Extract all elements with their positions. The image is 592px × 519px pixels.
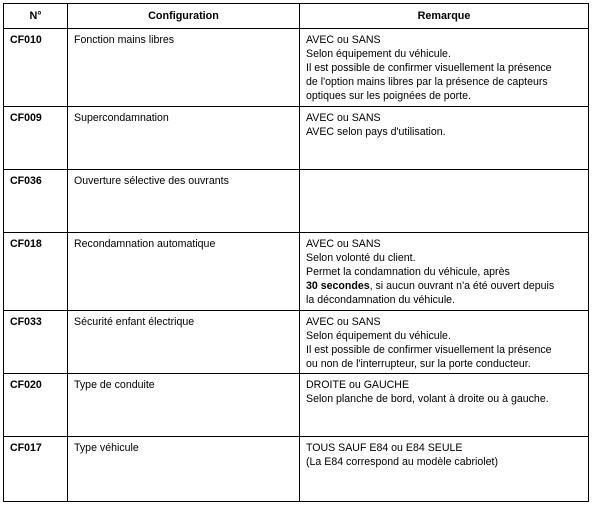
row-num: CF020 [4, 374, 68, 437]
remark-line: AVEC ou SANS [306, 112, 381, 124]
table-row [4, 107, 589, 170]
row-num: CF010 [4, 29, 68, 107]
table-row [4, 170, 589, 233]
table-row [4, 233, 589, 311]
remark-line: AVEC ou SANS [306, 238, 381, 250]
row-num: CF018 [4, 233, 68, 311]
remark-line: DROITE ou GAUCHE [306, 379, 410, 391]
table-row [4, 437, 589, 502]
row-configuration: Type véhicule [68, 437, 300, 502]
row-remark [300, 170, 589, 233]
remark-line: AVEC selon pays d'utilisation. [306, 126, 446, 138]
table-row [4, 29, 589, 107]
remark-line: Selon équipement du véhicule. [306, 330, 451, 342]
row-configuration: Supercondamnation [68, 107, 300, 170]
remark-line: Il est possible de confirmer visuellement la présence [306, 62, 552, 74]
row-remark [300, 437, 589, 502]
header-remark: Remarque [300, 4, 589, 29]
row-configuration: Sécurité enfant électrique [68, 311, 300, 374]
row-configuration: Fonction mains libres [68, 29, 300, 107]
remark-line: Selon équipement du véhicule. [306, 48, 451, 60]
remark-line: Il est possible de confirmer visuellement la présence [306, 344, 552, 356]
row-num: CF033 [4, 311, 68, 374]
remark-line: la décondamnation du véhicule. [306, 294, 456, 306]
row-num: CF036 [4, 170, 68, 233]
configuration-table [3, 3, 589, 502]
remark-line: Selon planche de bord, volant à droite ou à gauche. [306, 393, 549, 405]
remark-after-bold: , si aucun ouvrant n'a été ouvert depuis [369, 280, 555, 292]
row-remark [300, 233, 589, 311]
header-configuration: Configuration [68, 4, 300, 29]
table-row [4, 374, 589, 437]
remark-bold-duration: 30 secondes [306, 280, 370, 292]
remark-line: (La E84 correspond au modèle cabriolet) [306, 456, 498, 468]
row-configuration: Type de conduite [68, 374, 300, 437]
row-configuration: Recondamnation automatique [68, 233, 300, 311]
row-remark [300, 311, 589, 374]
remark-line: de l'option mains libres par la présence de capteurs [306, 76, 548, 88]
header-num: N° [4, 4, 68, 29]
remark-line: AVEC ou SANS [306, 316, 381, 328]
row-remark [300, 29, 589, 107]
table-row [4, 311, 589, 374]
row-configuration: Ouverture sélective des ouvrants [68, 170, 300, 233]
remark-line: ou non de l'interrupteur, sur la porte conducteur. [306, 358, 531, 370]
row-remark [300, 374, 589, 437]
remark-line: Selon volonté du client. [306, 252, 416, 264]
remark-line: AVEC ou SANS [306, 34, 381, 46]
remark-line: Permet la condamnation du véhicule, après [306, 266, 510, 278]
row-remark [300, 107, 589, 170]
remark-line: optiques sur les poignées de porte. [306, 90, 471, 102]
row-num: CF009 [4, 107, 68, 170]
table-header-row [4, 4, 589, 29]
row-num: CF017 [4, 437, 68, 502]
remark-line: TOUS SAUF E84 ou E84 SEULE [306, 442, 463, 454]
remark-line [306, 279, 582, 293]
